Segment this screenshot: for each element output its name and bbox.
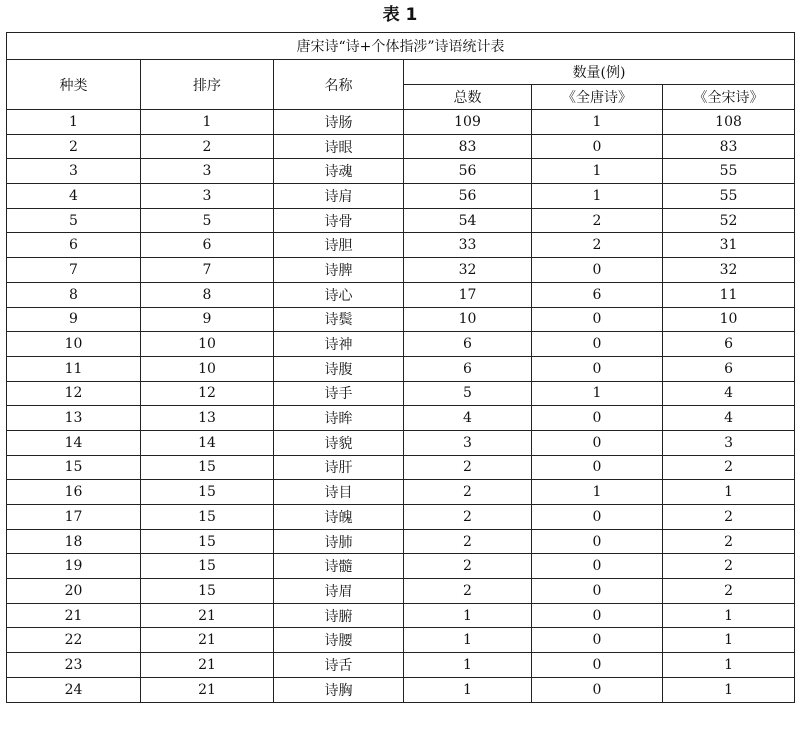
cell-name: 诗腹 xyxy=(274,356,404,381)
cell-total: 56 xyxy=(404,184,532,209)
table-row xyxy=(7,430,795,455)
cell-song: 52 xyxy=(663,208,795,233)
cell-total: 2 xyxy=(404,579,532,604)
cell-kind: 1 xyxy=(7,110,141,135)
cell-song: 3 xyxy=(663,430,795,455)
cell-tang: 0 xyxy=(532,554,663,579)
cell-kind: 4 xyxy=(7,184,141,209)
cell-rank: 10 xyxy=(141,332,274,357)
cell-total: 2 xyxy=(404,529,532,554)
table-row xyxy=(7,653,795,678)
cell-kind: 11 xyxy=(7,356,141,381)
cell-kind: 24 xyxy=(7,677,141,702)
table-row xyxy=(7,406,795,431)
header-quantity: 数量(例) xyxy=(404,60,795,85)
cell-total: 1 xyxy=(404,603,532,628)
cell-name: 诗腰 xyxy=(274,628,404,653)
cell-song: 108 xyxy=(663,110,795,135)
cell-kind: 6 xyxy=(7,233,141,258)
cell-kind: 7 xyxy=(7,258,141,283)
table-title: 唐宋诗“诗+个体指涉”诗语统计表 xyxy=(7,33,795,60)
cell-name: 诗眼 xyxy=(274,134,404,159)
table-row xyxy=(7,307,795,332)
cell-tang: 0 xyxy=(532,529,663,554)
cell-kind: 18 xyxy=(7,529,141,554)
cell-tang: 2 xyxy=(532,233,663,258)
cell-total: 56 xyxy=(404,159,532,184)
cell-rank: 14 xyxy=(141,430,274,455)
cell-tang: 0 xyxy=(532,258,663,283)
table-row xyxy=(7,356,795,381)
table-row xyxy=(7,628,795,653)
cell-name: 诗肩 xyxy=(274,184,404,209)
cell-song: 2 xyxy=(663,529,795,554)
cell-rank: 15 xyxy=(141,529,274,554)
cell-tang: 0 xyxy=(532,653,663,678)
cell-kind: 22 xyxy=(7,628,141,653)
cell-rank: 5 xyxy=(141,208,274,233)
cell-name: 诗魂 xyxy=(274,159,404,184)
cell-tang: 0 xyxy=(532,505,663,530)
cell-rank: 13 xyxy=(141,406,274,431)
cell-song: 1 xyxy=(663,628,795,653)
cell-rank: 3 xyxy=(141,159,274,184)
cell-rank: 12 xyxy=(141,381,274,406)
cell-kind: 23 xyxy=(7,653,141,678)
cell-total: 4 xyxy=(404,406,532,431)
cell-kind: 5 xyxy=(7,208,141,233)
cell-tang: 0 xyxy=(532,603,663,628)
table-row xyxy=(7,603,795,628)
cell-total: 10 xyxy=(404,307,532,332)
table-row xyxy=(7,159,795,184)
cell-tang: 0 xyxy=(532,406,663,431)
table-row xyxy=(7,381,795,406)
table-row xyxy=(7,282,795,307)
header-rank: 排序 xyxy=(141,60,274,110)
cell-rank: 15 xyxy=(141,480,274,505)
cell-song: 6 xyxy=(663,356,795,381)
cell-tang: 0 xyxy=(532,628,663,653)
cell-total: 6 xyxy=(404,332,532,357)
header-total: 总数 xyxy=(404,85,532,110)
cell-rank: 10 xyxy=(141,356,274,381)
table-row xyxy=(7,529,795,554)
cell-total: 2 xyxy=(404,480,532,505)
cell-tang: 0 xyxy=(532,134,663,159)
stats-table xyxy=(6,32,795,703)
cell-kind: 13 xyxy=(7,406,141,431)
header-song: 《全宋诗》 xyxy=(663,85,795,110)
header-kind: 种类 xyxy=(7,60,141,110)
cell-total: 2 xyxy=(404,554,532,579)
table-row xyxy=(7,208,795,233)
cell-rank: 15 xyxy=(141,505,274,530)
cell-kind: 19 xyxy=(7,554,141,579)
cell-kind: 9 xyxy=(7,307,141,332)
cell-name: 诗貌 xyxy=(274,430,404,455)
cell-name: 诗胆 xyxy=(274,233,404,258)
cell-song: 1 xyxy=(663,603,795,628)
table-row xyxy=(7,110,795,135)
cell-name: 诗魄 xyxy=(274,505,404,530)
table-row xyxy=(7,579,795,604)
cell-tang: 0 xyxy=(532,356,663,381)
cell-name: 诗眉 xyxy=(274,579,404,604)
cell-rank: 15 xyxy=(141,455,274,480)
cell-song: 32 xyxy=(663,258,795,283)
table-row xyxy=(7,554,795,579)
cell-song: 55 xyxy=(663,184,795,209)
cell-song: 1 xyxy=(663,677,795,702)
cell-total: 6 xyxy=(404,356,532,381)
cell-rank: 21 xyxy=(141,677,274,702)
cell-kind: 15 xyxy=(7,455,141,480)
table-row xyxy=(7,677,795,702)
cell-rank: 3 xyxy=(141,184,274,209)
cell-total: 17 xyxy=(404,282,532,307)
cell-tang: 0 xyxy=(532,455,663,480)
table-caption: 表 1 xyxy=(382,5,418,25)
header-tang: 《全唐诗》 xyxy=(532,85,663,110)
cell-name: 诗肝 xyxy=(274,455,404,480)
cell-rank: 15 xyxy=(141,554,274,579)
cell-name: 诗鬓 xyxy=(274,307,404,332)
table-row xyxy=(7,184,795,209)
cell-tang: 1 xyxy=(532,159,663,184)
cell-rank: 1 xyxy=(141,110,274,135)
cell-kind: 3 xyxy=(7,159,141,184)
cell-total: 1 xyxy=(404,653,532,678)
cell-rank: 6 xyxy=(141,233,274,258)
cell-total: 54 xyxy=(404,208,532,233)
cell-song: 2 xyxy=(663,554,795,579)
cell-total: 1 xyxy=(404,677,532,702)
cell-rank: 15 xyxy=(141,579,274,604)
table-title-row xyxy=(7,33,795,60)
cell-name: 诗神 xyxy=(274,332,404,357)
cell-total: 5 xyxy=(404,381,532,406)
cell-song: 2 xyxy=(663,455,795,480)
cell-rank: 2 xyxy=(141,134,274,159)
cell-rank: 8 xyxy=(141,282,274,307)
cell-song: 31 xyxy=(663,233,795,258)
header-name: 名称 xyxy=(274,60,404,110)
cell-total: 1 xyxy=(404,628,532,653)
cell-tang: 1 xyxy=(532,184,663,209)
cell-name: 诗眸 xyxy=(274,406,404,431)
cell-tang: 0 xyxy=(532,307,663,332)
cell-name: 诗髓 xyxy=(274,554,404,579)
cell-song: 4 xyxy=(663,406,795,431)
cell-name: 诗目 xyxy=(274,480,404,505)
cell-name: 诗肺 xyxy=(274,529,404,554)
table-row xyxy=(7,258,795,283)
cell-tang: 2 xyxy=(532,208,663,233)
cell-rank: 7 xyxy=(141,258,274,283)
cell-rank: 9 xyxy=(141,307,274,332)
cell-name: 诗肠 xyxy=(274,110,404,135)
cell-name: 诗手 xyxy=(274,381,404,406)
cell-tang: 1 xyxy=(532,381,663,406)
cell-song: 2 xyxy=(663,505,795,530)
cell-total: 2 xyxy=(404,455,532,480)
cell-total: 83 xyxy=(404,134,532,159)
cell-song: 11 xyxy=(663,282,795,307)
cell-rank: 21 xyxy=(141,603,274,628)
table-row xyxy=(7,332,795,357)
cell-kind: 8 xyxy=(7,282,141,307)
cell-total: 2 xyxy=(404,505,532,530)
cell-name: 诗腑 xyxy=(274,603,404,628)
cell-song: 55 xyxy=(663,159,795,184)
cell-total: 3 xyxy=(404,430,532,455)
cell-name: 诗脾 xyxy=(274,258,404,283)
cell-tang: 6 xyxy=(532,282,663,307)
cell-song: 2 xyxy=(663,579,795,604)
table-row xyxy=(7,505,795,530)
cell-name: 诗心 xyxy=(274,282,404,307)
table-row xyxy=(7,480,795,505)
cell-name: 诗舌 xyxy=(274,653,404,678)
cell-song: 10 xyxy=(663,307,795,332)
cell-rank: 21 xyxy=(141,628,274,653)
cell-tang: 0 xyxy=(532,332,663,357)
cell-rank: 21 xyxy=(141,653,274,678)
cell-kind: 17 xyxy=(7,505,141,530)
cell-song: 6 xyxy=(663,332,795,357)
cell-name: 诗骨 xyxy=(274,208,404,233)
cell-kind: 20 xyxy=(7,579,141,604)
cell-tang: 0 xyxy=(532,579,663,604)
table-row xyxy=(7,233,795,258)
cell-total: 32 xyxy=(404,258,532,283)
table-row xyxy=(7,134,795,159)
cell-kind: 12 xyxy=(7,381,141,406)
cell-tang: 0 xyxy=(532,430,663,455)
cell-song: 83 xyxy=(663,134,795,159)
cell-tang: 1 xyxy=(532,110,663,135)
cell-song: 1 xyxy=(663,653,795,678)
cell-kind: 21 xyxy=(7,603,141,628)
table-row xyxy=(7,455,795,480)
header-row xyxy=(7,60,795,85)
cell-song: 4 xyxy=(663,381,795,406)
cell-kind: 10 xyxy=(7,332,141,357)
cell-song: 1 xyxy=(663,480,795,505)
cell-total: 33 xyxy=(404,233,532,258)
cell-name: 诗胸 xyxy=(274,677,404,702)
cell-total: 109 xyxy=(404,110,532,135)
cell-tang: 1 xyxy=(532,480,663,505)
cell-kind: 14 xyxy=(7,430,141,455)
cell-kind: 16 xyxy=(7,480,141,505)
cell-tang: 0 xyxy=(532,677,663,702)
cell-kind: 2 xyxy=(7,134,141,159)
